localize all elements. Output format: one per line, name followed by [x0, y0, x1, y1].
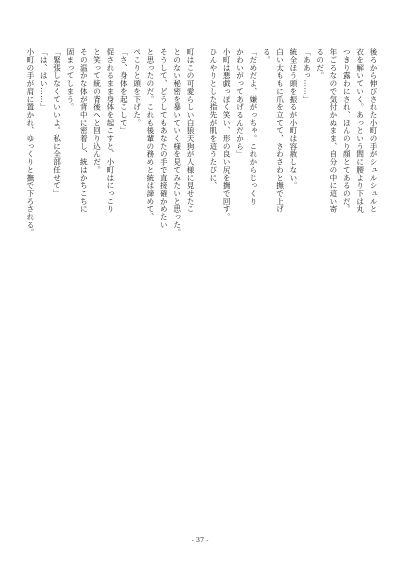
text-line: かわいがってあげるんだから」	[235, 48, 245, 158]
text-column-right	[205, 48, 380, 525]
text-line: 「ああっ……」	[302, 48, 312, 103]
text-line: 町はこの可愛らしい白狼天狗が人様に見せたこ	[186, 48, 195, 213]
text-line: る。	[262, 48, 272, 64]
text-line: 白い太ももに爪を立てて、さわさわと撫で上げ	[275, 48, 285, 213]
text-line: そうして、どうしてもあなたの手で直接確かめたい	[159, 48, 169, 229]
text-line	[205, 48, 207, 525]
text-line: 後ろから伸びされた小町の手がシュルシュルと	[369, 48, 378, 213]
text-line: 固まってしまう。	[65, 48, 75, 111]
text-line	[22, 48, 24, 525]
text-line: 小町の手が肩に置かれ、ゆっくりと撫で下ろされる。	[25, 48, 35, 237]
text-line: 促されるまま身体を起こすと、小町はにっこり	[105, 48, 115, 213]
text-line: 「緊張しなくていいよ。私に全部任せて」	[52, 48, 62, 198]
text-line: と思ったのだ。これも後輩の務めと統は諦めて、	[145, 48, 155, 221]
text-line: とのない秘密を暴いていく様を見てみたいと思った。	[172, 48, 182, 237]
text-line: と笑って統の背後へと回り込んだ。	[92, 48, 102, 174]
text-line: 「は、はい……」	[39, 48, 49, 111]
text-line: その温かな体が背中に密着し、統はかちこちに	[79, 48, 89, 213]
text-line: ひんやりとした指先が肌を這うたびに、	[208, 48, 218, 190]
text-column-left	[22, 48, 197, 525]
text-line: 「さ、身体を起こして」	[119, 48, 129, 135]
text-line: 衣を解いていく。あっという間に腰より下は丸	[355, 48, 365, 213]
text-line: ぺこりと頭を下げた。	[132, 48, 142, 127]
text-line: 年ごろなので気付かぬまま、自分の中に這い寄	[328, 48, 338, 213]
text-line: 小町は悪戯っぽく笑い、形の良い尻を撫で回す。	[222, 48, 232, 221]
text-line: 「だめだよ、嫌がっちゃ。これからじっくり	[248, 48, 258, 205]
page-number: - 37 -	[191, 536, 209, 544]
text-line: るのだ。	[315, 48, 325, 80]
text-line: つきり露わにされ、ほんのり顔とてあるのだ。	[342, 48, 352, 213]
text-line: 統全ほう頭を振るが小町は容赦しない。	[288, 48, 298, 190]
